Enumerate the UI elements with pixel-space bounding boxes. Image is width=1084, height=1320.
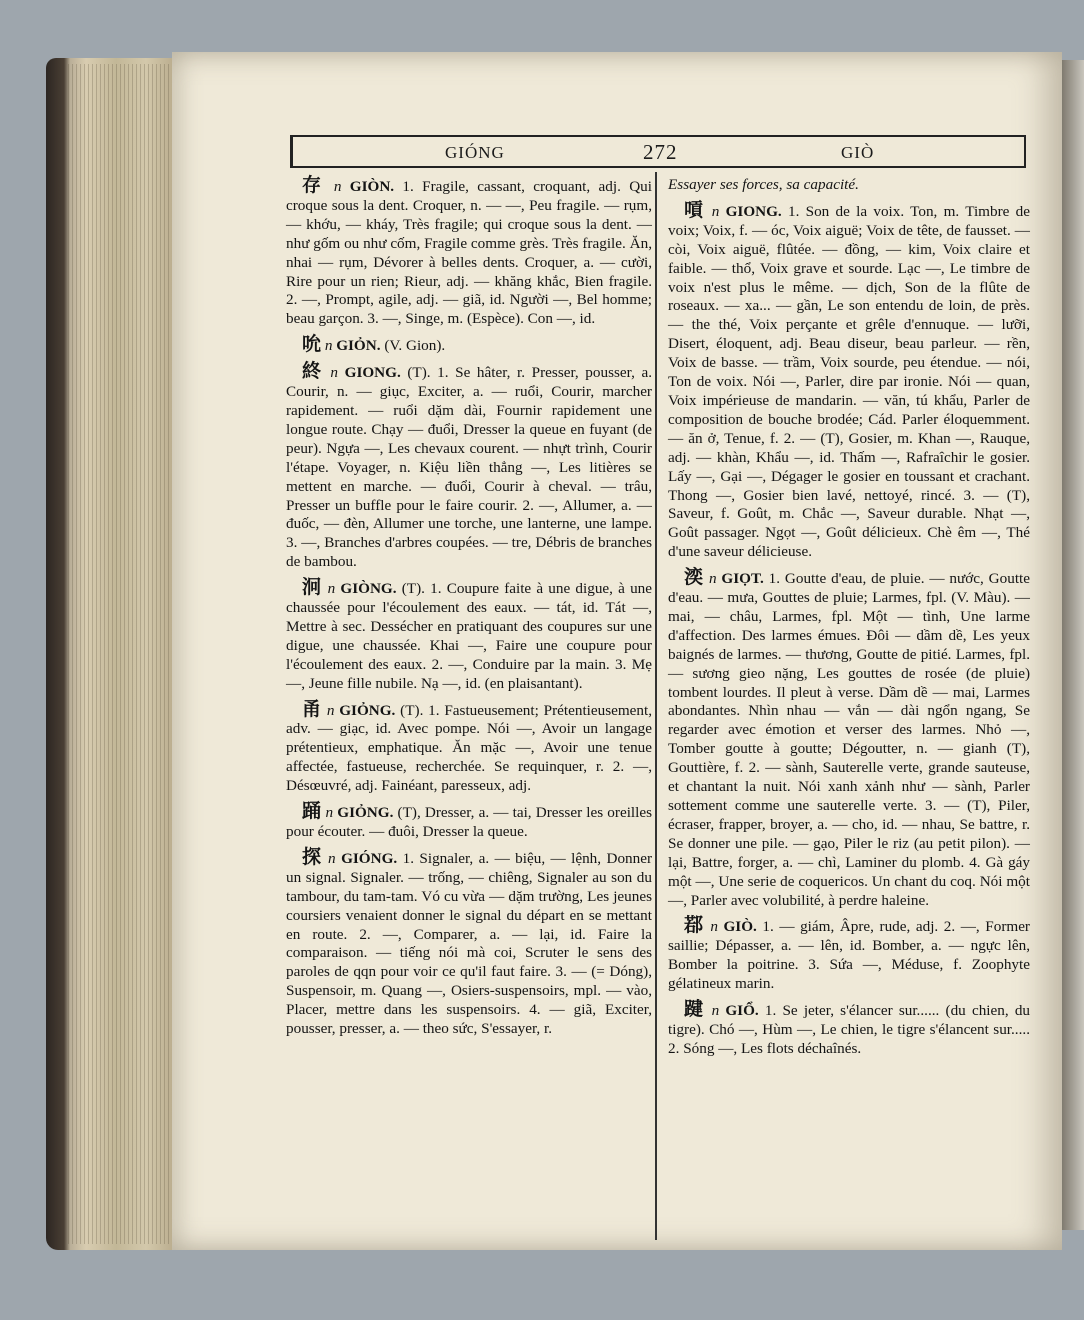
dictionary-entry	[286, 362, 652, 572]
entry-pos: n	[330, 364, 339, 382]
page-number: 272	[643, 140, 678, 164]
entry-character: 嗊	[684, 198, 706, 221]
entry-headword: GIONG.	[725, 202, 782, 220]
dictionary-entry	[668, 568, 1030, 910]
running-header	[290, 135, 1026, 168]
entry-pos: n	[333, 178, 342, 195]
page-gutter-shadow	[1062, 60, 1084, 1230]
entry-character: 湙	[684, 566, 705, 589]
entry-pos: n	[708, 570, 717, 588]
entry-headword: GIONG.	[344, 364, 401, 382]
entry-pos: n	[328, 849, 336, 867]
dictionary-entry	[286, 176, 652, 329]
entry-character: 鄀	[684, 914, 705, 937]
entry-pos: n	[327, 580, 336, 598]
dictionary-entry	[668, 198, 1030, 562]
dictionary-entry-continuation	[668, 176, 1030, 195]
entry-character: 吮	[302, 333, 322, 356]
entry-headword: GIÓNG.	[341, 849, 398, 867]
entry-text: 1. — giám, Âpre, rude, adj. 2. —, Former saillie; Dépasser, a. — lên, id. Bomber, a. — ngực lên, Bomber la poitrine. 3. Sứa —, Méduse, f. Zoophyte gélatineux marin.	[668, 918, 1030, 993]
entry-headword: GIÒ.	[723, 918, 757, 936]
entry-character: 踺	[684, 998, 706, 1021]
entry-text: 1. Fragile, cassant, croquant, adj. Qui croque sous la dent. Croquer, n. — —, Peu fragile. — rụm, — khớu, — kháy, Très fragile; qui croque sous la dent. — như gốm ou như cốm, Fragile comme grès. Très fragile. Ăn, nhai — rụm, Dévorer à belles dents. Croquer, a. — cười, Rire pour un rien; Rieur, adj. — khăng khắc, Bien fragile. 2. —, Prompt, agile, adj. — giã, id. Người —, Bel homme; beau garçon. 3. —, Singe, m. (Espèce). Con —, id.	[286, 178, 652, 328]
book-page-edges	[46, 58, 186, 1250]
column-divider	[655, 172, 657, 1240]
dictionary-entry	[286, 335, 652, 356]
dictionary-entry	[286, 578, 652, 693]
entry-character: 踊	[302, 800, 322, 823]
entry-pos: n	[711, 202, 720, 220]
entry-text: 1. Son de la voix. Ton, m. Timbre de voix; Voix, f. — óc, Voix aiguë; Voix de tête, de fausset. — còi, Voix aiguë, flûtée. — đồng, — kim, Voix claire et faible. — thổ, Voix grave et sourde. Lạc —, Le timbre de voix n'est plus le même. — dịch, Son de la flûte de roseaux. — xa... — gần, Le son entendu de loin, de près. — the thé, Voix perçante et grêle d'ennuque. — lưỡi, Disert, éloquent, adj. Beau diseur, beau parleur. — rền, Voix de basse. — trầm, Voix sourde, peu étendue. — nói, Ton de voix. Nói —, Parler, dire par ironie. Nói — quan, Voix impérieuse de mandarin. — văn, tú khẩu, Parler de composition de bouche brodée; Cád. Parler éloquemment. — ăn ở, Tenue, f. 2. — (T), Gosier, m. Khan —, Rauque, adj. — khàn, Khẩu —, id. Thấm —, Rafraîchir le gosier. Lấy —, Gại —, Dégager le gosier en toussant et crachant. Thong —, Gosier bien lavé, nettoyé, rincé. 3. — (T), Saveur, f. Goût, m. Chắc —, Saveur durable. Nhạt —, Goût passager. Ngọt —, Goût délicieux. Chè êm —, Thé d'une saveur délicieuse.	[668, 202, 1030, 561]
entry-text: (V. Gion).	[384, 337, 446, 355]
entry-character: 存	[302, 174, 326, 196]
right-column	[668, 176, 1030, 1065]
entry-headword: GIỎNG.	[339, 701, 396, 719]
entry-pos: n	[324, 337, 333, 355]
header-first-word: GIÓNG	[445, 143, 505, 162]
entry-text: (T). 1. Se hâter, r. Presser, pousser, a. Courir, n. — giục, Exciter, a. — ruổi, Courir, marcher rapidement. — ruổi dặm dài, Fournir rapidement une longue route. Chạy — đuổi, Dresser la queue en fuyant (de peur). Ngựa —, Les chevaux courent. — nhựt trình, Courir l'étape. Voyager, n. Kiệu liền thẳng —, Les litières se mettent en marche. — đuổi, Courir à cheval. — trâu, Presser un buffle pour le faire courir. 2. —, Allumer, a. — đuốc, — đèn, Allumer une torche, une lanterne, une lampe. 3. —, Branches d'arbres coupées. — tre, Débris de branches de bambou.	[286, 364, 653, 571]
entry-headword: GIỌT.	[721, 570, 764, 588]
entry-headword: GIỎNG.	[337, 804, 394, 822]
entry-headword: GIỎN.	[336, 337, 381, 355]
entry-text: (T). 1. Coupure faite à une digue, à une chaussée pour l'écoulement des eaux. — tát, id. Tát —, Mettre à sec. Dessécher en pratiquant des coupures sur une digue, une chaussée. Khai —, Faire une coupure pour l'écoulement des eaux. 2. —, Conduire par la main. 3. Mẹ —, Jeune fille nubile. Nạ —, id. (en plaisantant).	[286, 580, 653, 692]
dictionary-entry	[286, 802, 652, 842]
entry-character: 甬	[302, 697, 323, 720]
entry-character: 終	[302, 360, 324, 383]
entry-pos: n	[326, 701, 335, 719]
entry-character: 探	[302, 845, 323, 868]
entry-text: 1. Goutte d'eau, de pluie. — nước, Goutte d'eau. — mưa, Gouttes de pluie; Larmes, fpl. (V. Màu). — mai, — châu, Larmes, fpl. Một — tình, Une larme d'affection. Des larmes émues. Đôi — dầm dề, Les yeux baignés de larmes. — thương, Goutte de pitié. Larmes, fpl. — sương gieo nặng, Les gouttes de rosée (de pluie) tombent lourdes. Il pleut à verse. Dầm dề — mai, Larmes abondantes. Nhìn nhau — vắn — dài ngổn ngang, Se regarder avec émotion et verser des larmes. Nhỏ —, Tomber goutte à goutte; Dégoutter, n. — gianh (T), Gouttière, f. 2. — sành, Sauterelle verte, grande sauteuse, et chantant la nuit. Nói xanh xảnh như — sành, Parler sottement comme une sauterelle verte. 3. — (T), Piler, écraser, frapper, broyer, a. — cho, id. — nhau, Se battre, r. Se donner une pile. — gạo, Piler le riz (au petit pilon). — lại, Battre, forger, a. — chì, Laminer du plomb. 4. Gà gáy một —, Une serie de coquericos. Un chant du coq. Nói một —, Parler avec volubilité, à perdre haleine.	[668, 570, 1031, 909]
entry-text: 1. Se jeter, s'élancer sur...... (du chien, du tigre). Chó —, Hùm —, Le chien, le tigre s'élancent sur..... 2. Sóng —, Les flots déchaînés.	[668, 1002, 1031, 1057]
dictionary-entry	[286, 697, 653, 797]
entry-pos: n	[710, 918, 718, 936]
entry-text: 1. Signaler, a. — biệu, — lệnh, Donner un signal. Signaler. — trống, — chiêng, Signaler au son du tambour, du tam-tam. Vó cu vừa — dặm trường, Les jeunes coursiers venaient donner le signal du départ en se mettant en route. 2. —, Comparer, a. — lại, id. Faire la comparaison. — tiếng nói mà coi, Scruter le sens des paroles de qqn pour voir ce qu'il faut faire. 3. — (= Dóng), Suspensoir, m. Quang —, Osiers-suspensoirs, mpl. — vào, Placer, mettre dans les suspensoirs. 4. — giã, Exciter, pousser, presser, a. — theo sức, S'essayer, r.	[286, 849, 653, 1038]
entry-headword: GIỔ.	[725, 1002, 759, 1020]
entry-pos: n	[711, 1002, 720, 1020]
entry-pos: n	[325, 804, 334, 822]
entry-character: 泂	[302, 576, 323, 599]
left-column	[286, 176, 652, 1045]
entry-headword: GIÒNG.	[340, 580, 397, 598]
dictionary-entry	[668, 1000, 1030, 1059]
dictionary-entry	[668, 916, 1030, 994]
header-last-word: GIÒ	[841, 143, 875, 162]
dictionary-entry	[286, 845, 653, 1039]
entry-text: Essayer ses forces, sa capacité.	[668, 176, 859, 193]
entry-text: (T). 1. Fastueusement; Prétentieusement, adv. — giạc, id. Avec pompe. Nói —, Avoir un langage prétentieux, emphatique. Ăn mặc —, Avoir une tenue affectée, fastueuse, recherchée. Se requinquer, r. 2. —, Désœuvré, adj. Fainéant, paresseux, adj.	[286, 701, 653, 795]
entry-text: (T), Dresser, a. — tai, Dresser les oreilles pour écouter. — đuôi, Dresser la queue.	[286, 804, 653, 840]
entry-headword: GIÒN.	[349, 178, 395, 195]
